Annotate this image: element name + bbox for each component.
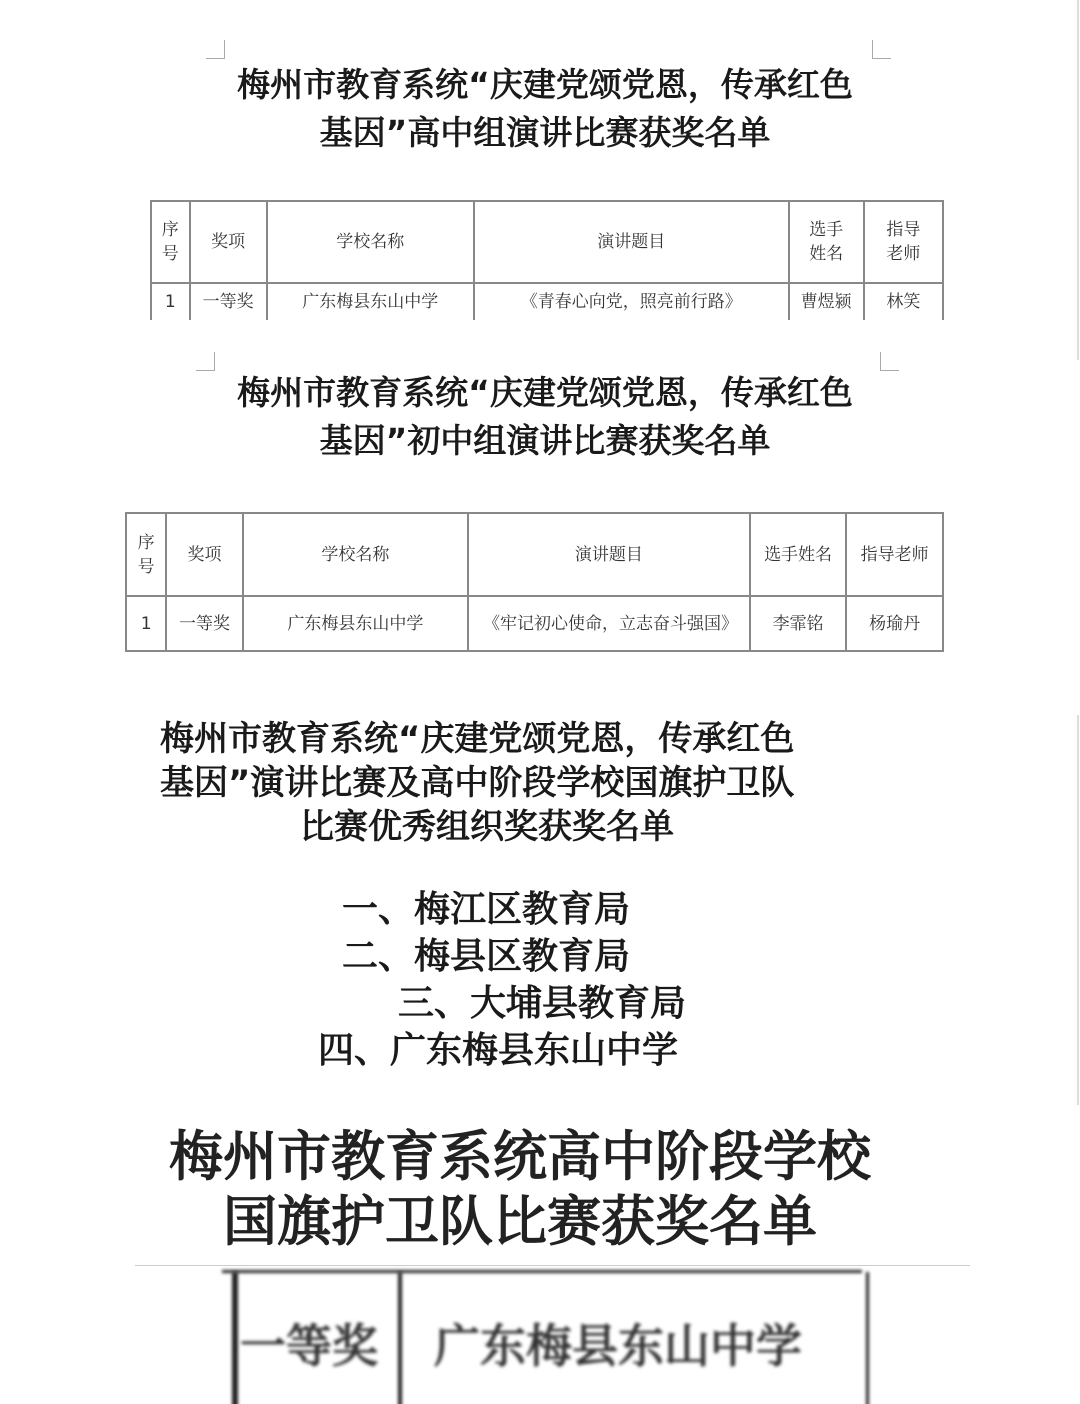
- list-item: 四、广东梅县东山中学: [318, 1030, 679, 1071]
- cell-teacher: 杨瑜丹: [846, 596, 943, 651]
- header-cell: 指导老师: [846, 513, 943, 596]
- cell-index: 1: [151, 283, 190, 321]
- page-edge: [1077, 715, 1079, 1105]
- junior-high-title-line1: 梅州市教育系统“庆建党颂党恩，传承红色: [237, 373, 853, 412]
- senior-high-table: [150, 200, 944, 322]
- cell-award: 一等奖: [166, 596, 242, 651]
- cell-student: 李霏铭: [750, 596, 847, 651]
- header-cell: 学校名称: [267, 201, 474, 283]
- list-item: 三、大埔县教育局: [398, 983, 687, 1024]
- header-cell: 演讲题目: [468, 513, 750, 596]
- title-line: 梅州市教育系统“庆建党颂党恩，传承红色: [160, 719, 795, 759]
- header-cell: 学校名称: [243, 513, 468, 596]
- flag-guard-table: [232, 1272, 869, 1404]
- cell-topic: 《牢记初心使命，立志奋斗强国》: [468, 596, 750, 651]
- cell-index: 1: [126, 596, 166, 651]
- header-cell: 序号: [151, 201, 190, 283]
- page-edge: [1077, 0, 1079, 360]
- header-cell: 奖项: [190, 201, 267, 283]
- cell-award: 一等奖: [190, 283, 267, 321]
- header-cell: 选手姓名: [789, 201, 864, 283]
- divider: [135, 1265, 970, 1266]
- cell-topic: 《青春心向党，照亮前行路》: [474, 283, 789, 321]
- cell-teacher: 林笑: [864, 283, 943, 321]
- title-line: 基因”演讲比赛及高中阶段学校国旗护卫队: [160, 763, 795, 803]
- senior-high-title-line1: 梅州市教育系统“庆建党颂党恩，传承红色: [237, 65, 853, 104]
- header-cell: 指导老师: [864, 201, 943, 283]
- cell-student: 曹煜颍: [789, 283, 864, 321]
- table-header-row: [126, 513, 943, 596]
- organization-award-title: [160, 717, 794, 849]
- table-header-row: [151, 201, 943, 283]
- header-cell: 序号: [126, 513, 166, 596]
- list-item: 二、梅县区教育局: [342, 936, 631, 977]
- header-cell: 奖项: [166, 513, 242, 596]
- column-divider: [398, 1272, 402, 1404]
- cell-school: 广东梅县东山中学: [243, 596, 468, 651]
- list-item: 一、梅江区教育局: [342, 889, 631, 930]
- header-cell: 演讲题目: [474, 201, 789, 283]
- junior-high-table: [125, 512, 944, 652]
- cell-school: 广东梅县东山中学: [434, 1319, 802, 1373]
- table-row: [126, 596, 943, 651]
- flag-guard-title-line2: 国旗护卫队比赛获奖名单: [223, 1190, 817, 1253]
- senior-high-title-line2: 基因”高中组演讲比赛获奖名单: [319, 113, 771, 152]
- title-line: 比赛优秀组织奖获奖名单: [300, 807, 674, 847]
- cell-award: 一等奖: [240, 1319, 378, 1373]
- margin-corner-mark: [206, 40, 225, 59]
- header-cell: 选手姓名: [750, 513, 847, 596]
- cell-school: 广东梅县东山中学: [267, 283, 474, 321]
- flag-guard-title-line1: 梅州市教育系统高中阶段学校: [169, 1125, 871, 1188]
- table-row: [151, 283, 943, 321]
- junior-high-title-line2: 基因”初中组演讲比赛获奖名单: [319, 421, 771, 460]
- margin-corner-mark: [872, 40, 891, 59]
